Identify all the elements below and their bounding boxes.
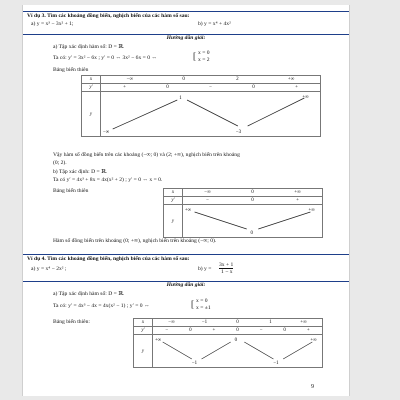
tbl4-yp-1: 0: [189, 328, 192, 333]
ex3-b-derivative: Ta có y′ = 4x³ + 8x = 4x(x² + 2) ; y′ = 0 ⇔ x = 0.: [53, 177, 163, 183]
example-4-part-b-numerator: 3x + 1: [219, 262, 234, 268]
tbl3a-yp-2: −: [209, 85, 212, 90]
example-3-part-a: a) y = x³ − 3x² + 1;: [31, 21, 74, 27]
ex3-a-domain: a) Tập xác định hàm số: D = ℝ.: [53, 44, 125, 50]
variation-table-4a: [133, 318, 323, 368]
ex3-a-conclusion-2: (0; 2).: [53, 160, 67, 166]
tbl4-x-2: 0: [236, 320, 239, 325]
variation-table-3a: [81, 75, 321, 137]
tbl3a-arrow-down: [187, 100, 238, 126]
tbl3a-yp-label: y′: [82, 84, 101, 92]
ex3-a-sol2: x = 2: [198, 57, 210, 63]
tbl3b-y-bot-0: 0: [250, 230, 253, 235]
ex4-a-brace: [: [191, 299, 194, 309]
tbl3a-x-2: 2: [236, 77, 239, 82]
example-3-header: [23, 11, 349, 35]
worksheet-page: [22, 5, 350, 396]
tbl3a-yp-3: 0: [252, 85, 255, 90]
tbl4-y-top-0: +∞: [154, 337, 162, 344]
ex3-a-sol1: x = 0: [198, 50, 210, 56]
tbl3a-y-label: y: [82, 92, 101, 137]
ex4-a-sol2: x = ±1: [196, 305, 211, 311]
guide-heading-3: Hướng dẫn giải:: [166, 35, 206, 41]
ex4-bbt-label: Bảng biến thiên:: [53, 319, 90, 325]
tbl3a-yp-0: +: [123, 85, 126, 90]
tbl4-yp-0: −: [165, 328, 169, 333]
variation-table-3b: [163, 188, 323, 238]
tbl4-x-label: x: [134, 319, 153, 327]
tbl4-x-3: 1: [269, 320, 272, 325]
tbl3b-x-label: x: [164, 189, 183, 197]
tbl4-x-4: +∞: [300, 320, 307, 325]
ex3-b-bbt-label: Bảng biến thiên: [53, 188, 89, 194]
tbl3a-y-bot-1: −3: [235, 129, 242, 134]
tbl3a-x-3: +∞: [287, 77, 295, 82]
tbl3b-x-1: 0: [251, 190, 254, 195]
tbl4-yp-2: +: [212, 328, 216, 333]
tbl4-x-0: −∞: [168, 320, 175, 325]
tbl4-arrow-down-2: [244, 342, 273, 359]
example-3-title: Ví dụ 3. Tìm các khoảng đồng biến, nghịch biến của các hàm số sau:: [27, 13, 190, 19]
tbl4-y-bot-0: −1: [191, 360, 198, 365]
tbl4-yp-4: −: [259, 328, 263, 333]
tbl4-yp-label: y′: [134, 327, 153, 335]
guide-heading-4: Hướng dẫn giải:: [166, 282, 206, 288]
ex3-b-conclusion: Hàm số đồng biến trên khoảng (0; +∞), nghịch biến trên khoảng (−∞; 0).: [53, 238, 217, 244]
example-4-part-a: a) y = x⁴ − 2x² ;: [31, 266, 67, 272]
tbl4-yp-5: 0: [283, 328, 286, 333]
tbl3b-x-2: +∞: [294, 190, 301, 195]
tbl3a-y-bot-0: −∞: [102, 129, 110, 134]
tbl3b-arrow-up: [258, 212, 310, 229]
example-4-title: Ví dụ 4. Tìm các khoảng đồng biến, nghịch biến của các hàm số sau:: [27, 256, 190, 262]
example-4-part-b-denominator: 1 − x: [221, 269, 233, 275]
tbl3a-yp-4: +: [295, 85, 298, 90]
tbl4-y-label: y: [134, 335, 153, 368]
tbl3b-arrow-down: [195, 212, 247, 229]
example-4-part-b-prefix: b) y =: [198, 266, 212, 272]
ex4-a-derivative: Ta có: y′ = 4x³ − 4x = 4x(x² − 1) ; y′ = 0 ⇔: [53, 303, 150, 309]
ex4-a-sol1: x = 0: [196, 298, 208, 304]
tbl3a-arrow-up-2: [248, 98, 305, 126]
ex3-bbt-label: Bảng biến thiên: [53, 67, 89, 73]
tbl4-yp-3: 0: [236, 328, 239, 333]
tbl3b-yp-1: 0: [251, 198, 254, 203]
tbl3b-yp-0: −: [206, 198, 209, 203]
tbl4-y-top-1: 0: [234, 337, 238, 344]
ex3-b-domain: b) Tập xác định: D = ℝ.: [53, 169, 108, 175]
ex3-a-brace: [: [193, 51, 196, 61]
tbl4-arrow-up-2: [283, 342, 312, 359]
tbl3b-x-0: −∞: [204, 190, 211, 195]
tbl3b-arrows: [183, 205, 322, 235]
tbl3a-x-0: −∞: [126, 77, 134, 82]
tbl3a-x-1: 0: [182, 77, 185, 82]
ex4-a-domain: a) Tập xác định hàm số: D = ℝ.: [53, 291, 125, 297]
ex3-a-conclusion: Vậy hàm số đồng biến trên các khoảng (−∞; 0) và (2; +∞), nghịch biến trên khoảng: [53, 152, 240, 158]
tbl4-y-top-2: +∞: [310, 337, 317, 344]
tbl3a-yp-1: 0: [166, 85, 169, 90]
tbl4-arrow-down-1: [163, 342, 192, 359]
ex3-a-derivative: Ta có: y′ = 3x² − 6x ; y′ = 0 ⇔ 3x² − 6x = 0 ⇔: [53, 55, 157, 61]
tbl3b-y-top-1: +∞: [308, 207, 315, 214]
page-number: 9: [311, 384, 314, 390]
tbl3b-yp-label: y′: [164, 197, 183, 205]
tbl3a-arrows: [101, 92, 320, 134]
tbl4-yp-6: +: [306, 328, 310, 333]
tbl4-arrows: [153, 335, 322, 365]
tbl4-x-1: −1: [201, 320, 208, 325]
tbl4-y-bot-1: −1: [273, 360, 279, 365]
tbl3b-y-top-0: +∞: [184, 207, 192, 214]
tbl3a-x-label: x: [82, 76, 101, 84]
tbl3a-arrow-up-1: [113, 100, 178, 129]
tbl3b-yp-2: +: [296, 198, 299, 203]
tbl3a-y-top-0: 1: [179, 95, 182, 102]
tbl4-arrow-up-1: [202, 342, 231, 359]
example-3-part-b: b) y = x⁴ + 4x²: [198, 21, 231, 27]
tbl3b-y-label: y: [164, 205, 183, 238]
example-4-header: [23, 254, 349, 282]
tbl3a-y-top-1: +∞: [302, 94, 309, 101]
